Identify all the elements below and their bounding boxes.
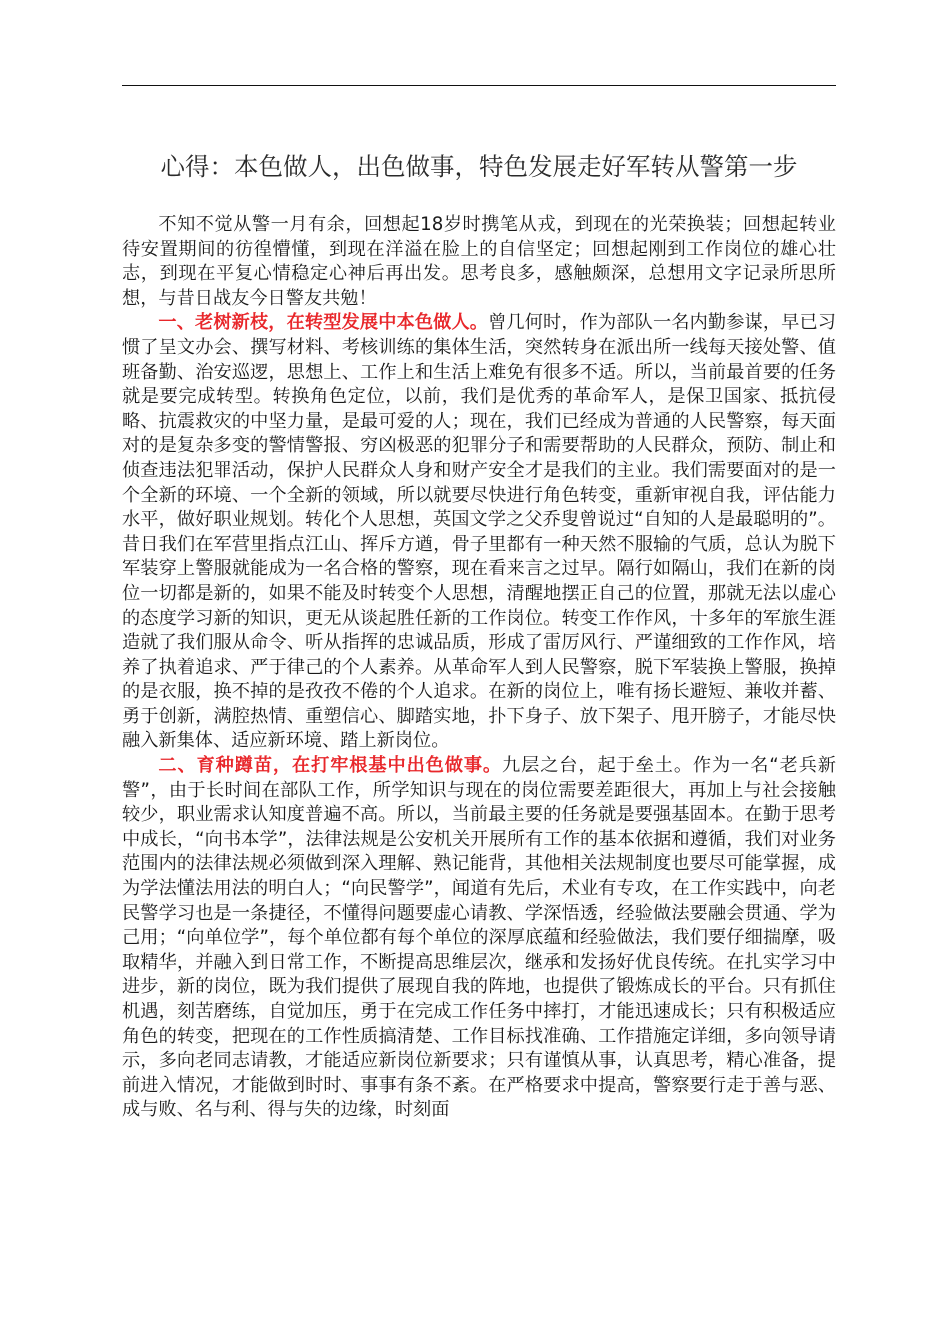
section-heading-2: 二、育种蹲苗，在打牢根基中出色做事。 [158,755,503,777]
document-body [122,213,836,1123]
section-text-1: 曾几何时，作为部队一名内勤参谋，早已习惯了呈文办会、撰写材料、考核训练的集体生活，突然转身在派出所一线每天接处警、值班备勤、治安巡逻，思想上、工作上和生活上难免有很多不适。所以，当前最首要的任务就是要完成转型。转换角色定位，以前，我们是优秀的革命军人，是保卫国家、抵抗侵略、抗震救灾的中坚力量，是最可爱的人；现在，我们已经成为普通的人民警察，每天面对的是复杂多变的警情警报、穷凶极恶的犯罪分子和需要帮助的人民群众，预防、制止和侦查违法犯罪活动，保护人民群众人身和财产安全才是我们的主业。我们需要面对的是一个全新的环境、一个全新的领域，所以就要尽快进行角色转变，重新审视自我，评估能力水平，做好职业规划。转化个人思想，英国文学之父乔叟曾说过“自知的人是最聪明的”。昔日我们在军营里指点江山、挥斥方遒，骨子里都有一种天然不服输的气质，总认为脱下军装穿上警服就能成为一名合格的警察，现在看来言之过早。隔行如隔山，我们在新的岗位一切都是新的，如果不能及时转变个人思想，清醒地摆正自己的位置，那就无法以虚心的态度学习新的知识，更无从谈起胜任新的工作岗位。转变工作作风，十多年的军旅生涯造就了我们服从命令、听从指挥的忠诚品质，形成了雷厉风行、严谨细致的工作作风，培养了执着追求、严于律己的个人素养。从革命军人到人民警察，脱下军装换上警服，换掉的是衣服，换不掉的是孜孜不倦的个人追求。在新的岗位上，唯有扬长避短、兼收并蓄、勇于创新，满腔热情、重塑信心、脚踏实地，扑下身子、放下架子、甩开膀子，才能尽快融入新集体、适应新环境、踏上新岗位。 [122,312,836,752]
section-text-2: 九层之台，起于垒土。作为一名“老兵新警”，由于长时间在部队工作，所学知识与现在的岗位需要差距很大，再加上与社会接触较少，职业需求认知度普遍不高。所以，当前最主要的任务就是要强基固本。在勤于思考中成长，“向书本学”，法律法规是公安机关开展所有工作的基本依据和遵循，我们对业务范围内的法律法规必须做到深入理解、熟记能背，其他相关法规制度也要尽可能掌握，成为学法懂法用法的明白人；“向民警学”，闻道有先后，术业有专攻，在工作实践中，向老民警学习也是一条捷径，不懂得问题要虚心请教、学深悟透，经验做法要融会贯通、学为己用；“向单位学”，每个单位都有每个单位的深厚底蕴和经验做法，我们要仔细揣摩，吸取精华，并融入到日常工作，不断提高思维层次，继承和发扬好优良传统。在扎实学习中进步，新的岗位，既为我们提供了展现自我的阵地，也提供了锻炼成长的平台。只有抓住机遇，刻苦磨练，自觉加压，勇于在完成工作任务中摔打，才能迅速成长；只有积极适应角色的转变，把现在的工作性质搞清楚、工作目标找准确、工作措施定详细，多向领导请示，多向老同志请教，才能适应新岗位新要求；只有谨慎从事，认真思考，精心准备，提前进入情况，才能做到时时、事事有条不紊。在严格要求中提高，警察要行走于善与恶、成与败、名与利、得与失的边缘，时刻面 [122,755,836,1121]
section-heading-1: 一、老树新枝，在转型发展中本色做人。 [158,312,489,334]
intro-paragraph: 不知不觉从警一月有余，回想起18岁时携笔从戎，到现在的光荣换装；回想起转业待安置期间的彷徨懵懂，到现在洋溢在脸上的自信坚定；回想起刚到工作岗位的雄心壮志，到现在平复心情稳定心神后再出发。思考良多，感触颇深，总想用文字记录所思所想，与昔日战友今日警友共勉！ [122,214,836,309]
section-paragraph-2 [122,754,836,1123]
section-paragraph-1 [122,311,836,754]
document-title: 心得：本色做人，出色做事，特色发展走好军转从警第一步 [160,152,798,181]
header-rule [122,85,836,86]
